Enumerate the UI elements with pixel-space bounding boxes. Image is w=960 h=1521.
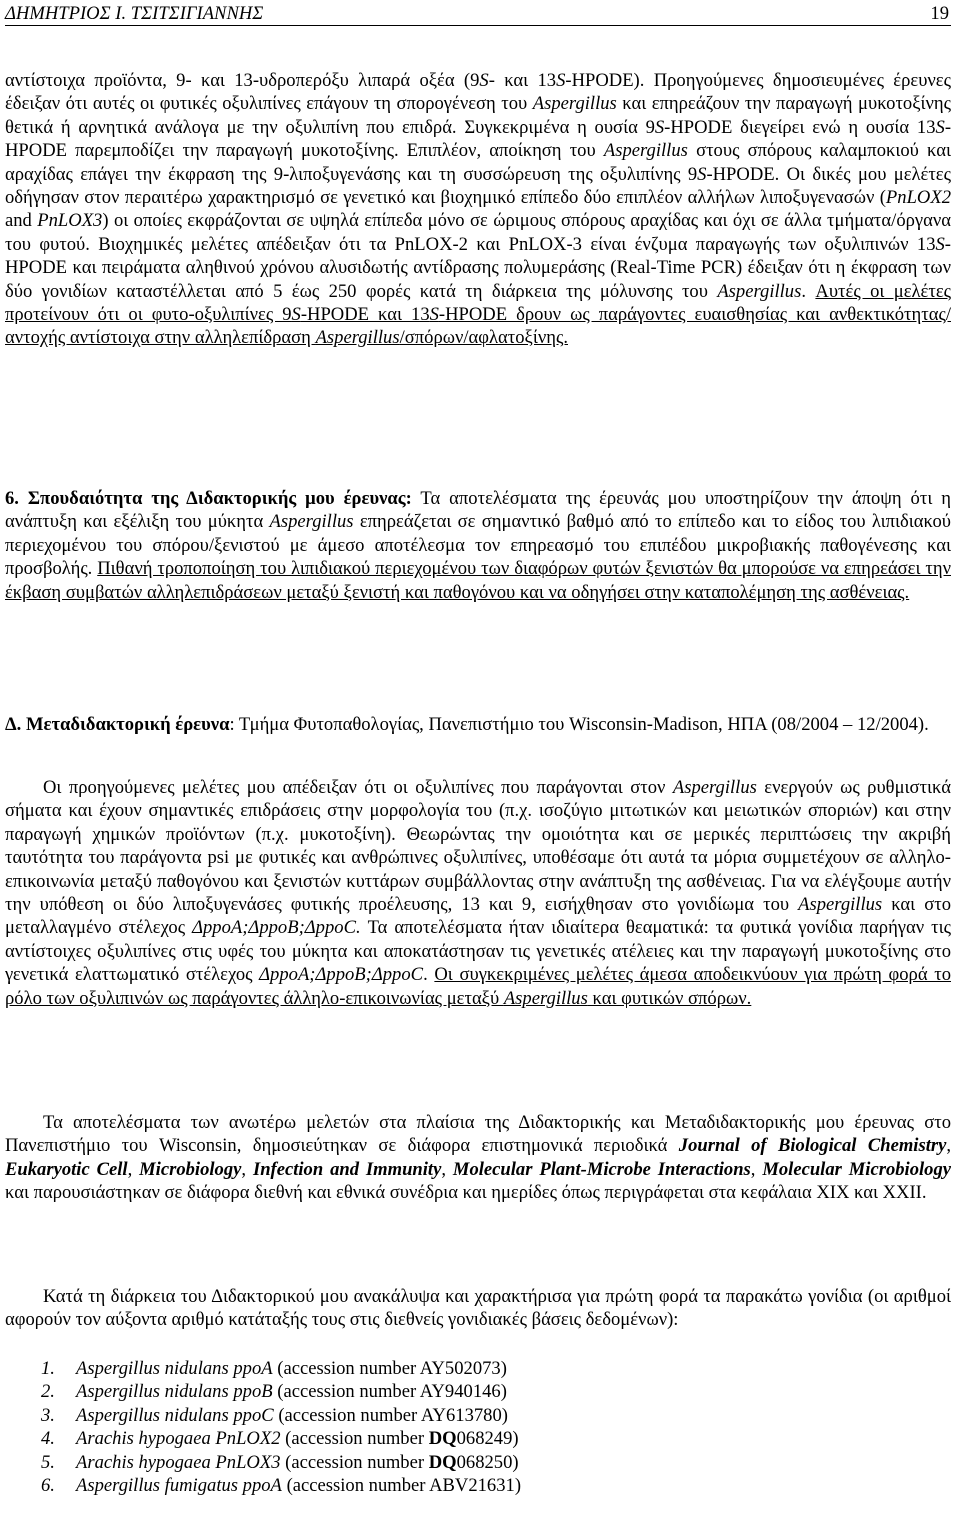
- page-number: 19: [930, 3, 949, 24]
- postdoc-heading: Δ. Μεταδιδακτορική έρευνα: Τμήμα Φυτοπαθολογίας, Πανεπιστήμιο του Wisconsin-Madison, ΗΠΑ (08/2004 – 12/2004).: [5, 714, 929, 735]
- paragraph-genes-intro: Κατά τη διάρκεια του Διδακτορικού μου ανακάλυψα και χαρακτήρισα για πρώτη φορά τα παρακάτω γονίδια (οι αριθμοί αφορούν τον αύξοντα αριθμό κατάταξής τους στις διεθνείς γονιδιακές βάσεις δεδομένων):: [5, 1286, 951, 1331]
- paragraph-publications: Τα αποτελέσματα των ανωτέρω μελετών στα πλαίσια της Διδακτορικής και Μεταδιδακτορικής μου έρευνας στο Πανεπιστήμιο του Wisconsin, δημοσιεύτηκαν σε διάφορα επιστημονικά περιοδικά Journal of Biological Chemistry, Eukaryotic Cell, Microbiology, Infection and Immunity, Molecular Plant-Microbe Interactions, Molecular Microbiology και παρουσιάστηκαν σε διάφορα διεθνή και εθνικά συνέδρια και ημερίδες όπως περιγράφεται στα κεφάλαια XIX και XXII.: [5, 1112, 952, 1204]
- list-item: 5. Arachis hypogaea PnLOX3 (accession number DQ068250): [41, 1451, 519, 1473]
- list-item: 1. Aspergillus nidulans ppoA (accession number AY502073): [41, 1358, 507, 1379]
- paragraph-importance: 6. Σπουδαιότητα της Διδακτορικής μου έρευνας: Τα αποτελέσματα της έρευνάς μου υποστηρίζουν την άποψη ότι η ανάπτυξη και εξέλιξη του μύκητα Aspergillus επηρεάζεται σε σημαντικό βαθμό από το επίπεδο και το είδος του λιπιδιακού περιεχομένου του σπόρου/ξενιστού με άμεσο αποτέλεσμα τον επηρεασμό του επιπέδου μικροβιακής παθογένεσης και προσβολής. Πιθανή τροποποίηση του λιπιδιακού περιεχομένου των διαφόρων φυτών ξενιστών θα μπορούσε να επηρεάσει την έκβαση συμβατών αλληλεπιδράσεων μεταξύ ξενιστή και παθογόνου και να οδηγήσει στην καταπολέμηση της ασθένειας.: [5, 488, 952, 603]
- gene-list: [5, 1357, 951, 1497]
- page-header: [5, 3, 951, 26]
- list-item: 2. Aspergillus nidulans ppoB (accession number AY940146): [41, 1381, 507, 1403]
- section-6-heading: 6. Σπουδαιότητα της Διδακτορικής μου έρευνας:: [5, 488, 412, 509]
- author-name: ΔΗΜΗΤΡΙΟΣ Ι. ΤΣΙΤΣΙΓΙΑΝΝΗΣ: [5, 3, 264, 24]
- list-item: 6. Aspergillus fumigatus ppoA (accession number ABV21631): [41, 1474, 522, 1496]
- underlined-conclusion: Αυτές οι μελέτες προτείνουν ότι οι φυτο-οξυλιπίνες 9S-HPODE και 13S-HPODE δρουν ως παράγοντες ευαισθησίας και ανθεκτικότητας/αντοχής αντίστοιχα στην αλληλεπίδραση Aspergillus/σπόρων/αφλατοξίνης.: [5, 280, 952, 349]
- list-item: 3. Aspergillus nidulans ppoC (accession number AY613780): [41, 1404, 508, 1426]
- list-item: 4. Arachis hypogaea PnLOX2 (accession number DQ068249): [41, 1428, 519, 1450]
- paragraph-postdoc-research: Οι προηγούμενες μελέτες μου απέδειξαν ότι οι οξυλιπίνες που παράγονται στον Aspergillus ενεργούν ως ρυθμιστικά σήματα και έχουν σημαντικές επιδράσεις στην μορφολογία του (π.χ. ισοζύγιο μιτωτικών και μειωτικών σποριών) και στην παραγωγή χημικών προϊόντων (π.χ. μυκοτοξίνη). Θεωρώντας την ομοιότητα και σε μερικές περιπτώσεις την ακριβή ταυτότητα του παράγοντα psi με φυτικές και ανθρώπινες οξυλιπίνες, υποθέσαμε ότι αυτά τα μόρια συμμετέχουν σε αλληλο-επικοινωνία μεταξύ παθογόνου και ξενιστών κυττάρων συμβάλλοντας στην ανάπτυξη της ασθένειας. Για να ελέγξουμε αυτήν την υπόθεση οι δύο λιποξυγενάσες φυτικής προέλευσης, 13 και 9, εισήχθησαν στο γονιδίωμα του Aspergillus και στο μεταλλαγμένο στέλεχος ΔppoA;ΔppoB;ΔppoC. Τα αποτελέσματα ήταν ιδιαίτερα θεαματικά: τα φυτικά γονίδια παρήγαν τις αντίστοιχες οξυλιπίνες στις υφές του μύκητα και αποκατάστησαν τις γενετικές ατέλειες και την παραγωγή μυκοτοξίνης στο γενετικά ελαττωματικό στέλεχος ΔppoA;ΔppoB;ΔppoC. Οι συγκεκριμένες μελέτες άμεσα αποδεικνύουν για πρώτη φορά το ρόλο των οξυλιπινών ως παράγοντες άλληλο-επικοινωνίας μεταξύ Aspergillus και φυτικών σπόρων.: [5, 777, 951, 1009]
- paragraph-oxylipins: αντίστοιχα προϊόντα, 9- και 13-υδροπερόξυ λιπαρά οξέα (9S- και 13S-HPODE). Προηγούμενες δημοσιευμένες έρευνες έδειξαν ότι αυτές οι φυτικές οξυλιπίνες επάγουν τη σπορογένεση του Aspergillus και επηρεάζουν την παραγωγή μυκοτοξίνης θετικά ή αρνητικά ανάλογα με την οξυλιπίνη που επιδρά. Συγκεκριμένα η ουσία 9S-HPODE διεγείρει ενώ η ουσία 13S-HPODE παρεμποδίζει την παραγωγή μυκοτοξίνης. Επιπλέον, αποίκηση του Aspergillus στους σπόρους καλαμποκιού και αραχίδας επάγει την έκφραση της 9-λιποξυγενάσης και τη συσσώρευση της οξυλιπίνης 9S-HPODE. Οι δικές μου μελέτες οδήγησαν στον περαιτέρω χαρακτηρισμό σε γενετικό και βιοχημικό επίπεδο δύο επιπλέον αλλήλων λιποξυγενασών (PnLOX2 and PnLOX3) οι οποίες εκφράζονται σε υψηλά επίπεδα μόνο σε ώριμους σπόρους αραχίδας και όχι σε άλλα τμήματα/όργανα του φυτού. Βιοχημικές μελέτες απέδειξαν ότι τα PnLOX-2 και PnLOX-3 είναι ένζυμα παραγωγής των οξυλιπινών 13S-HPODE και πειράματα αληθινού χρόνου αλυσιδωτής αντίδρασης πολυμεράσης (Real-Time PCR) έδειξαν ότι η έκφραση των δύο γονιδίων καταστέλλεται από 5 έως 250 φορές κατά τη διάρκεια της μόλυνσης του Aspergillus. Αυτές οι μελέτες προτείνουν ότι οι φυτο-οξυλιπίνες 9S-HPODE και 13S-HPODE δρουν ως παράγοντες ευαισθησίας και ανθεκτικότητας/αντοχής αντίστοιχα στην αλληλεπίδραση Aspergillus/σπόρων/αφλατοξίνης.: [5, 70, 952, 349]
